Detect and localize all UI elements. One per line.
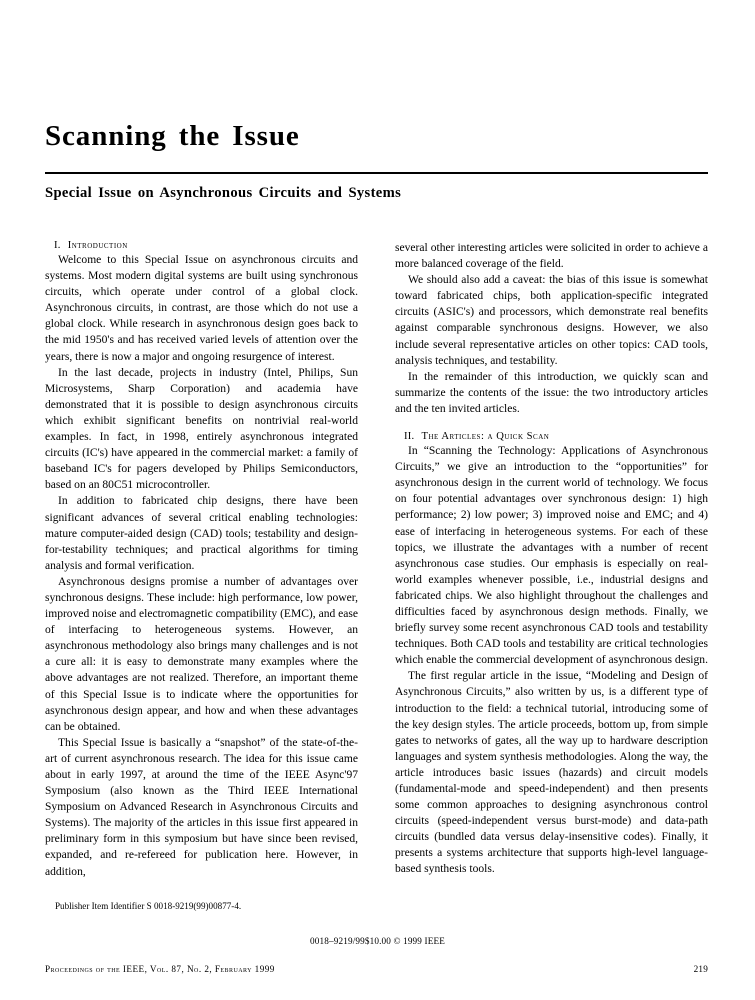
paragraph: We should also add a caveat: the bias of this issue is somewhat toward fabricated chips, both application-specific integrated circuits (ASIC's) and processors, which demonstrate real benefits against comparable synchronous designs. However, we also include several representative articles on other topics: CAD tools, analysis techniques, and testability. [395,274,708,367]
section-title: The Articles: a Quick Scan [421,431,550,443]
running-footer [45,964,708,978]
title-divider [45,172,708,174]
section-heading-introduction [45,240,358,251]
page-title: Scanning the Issue [45,120,300,152]
title-block [45,122,708,151]
paragraph: Asynchronous designs promise a number of advantages over synchronous designs. These include: high performance, low power, improved noise and electromagnetic compatibility (EMC), and ease of interfacing to heterogeneous systems. However, an asynchronous methodology also brings many challenges and is not a cure all: it is easy to demonstrate many examples where the above advantages are not realized. Therefore, an important theme of this Special Issue is to indicate where the opportunities for asynchronous design appear, and how and when these advantages can be obtained. [45,575,358,733]
paragraph: The first regular article in the issue, “Modeling and Design of Asynchronous Circuits,” also written by us, is a different type of introduction to the field: a technical tutorial, introducing some of the key design styles. The article proceeds, bottom up, from simple gates to networks of gates, all the way up to hardware description languages and system synthesis methodologies. Along the way, the article introduces basic issues (hazards) and circuit models (fundamental-mode and speed-independent) and then presents some common approaches to designing asynchronous control circuits (speed-independent versus burst-mode) and data-path circuits (bundled data versus delay-insensitive codes). Finally, it presents a systems architecture that supports high-level language-based synthesis tools. [395,670,708,876]
paragraph: In addition to fabricated chip designs, there have been significant advances of several critical enabling technologies: mature computer-aided design (CAD) tools; testability and design-for-testability techniques; and practical algorithms for timing analysis and formal verification. [45,495,358,572]
section-numeral: I. [54,240,61,251]
paragraph: In the last decade, projects in industry (Intel, Philips, Sun Microsystems, Sharp Corporation) and academia have demonstrated that it is possible to design asynchronous circuits which exhibit significant benefits on nontrivial real-world examples. In fact, in 1998, entirely asynchronous integrated circuits (IC's) have appeared in the commercial market: a family of baseband IC's for pagers developed by Philips Semiconductors, based on an 80C51 microcontroller. [45,366,358,492]
section-numeral: II. [404,431,415,443]
page-number: 219 [693,964,708,974]
section-title: Introduction [67,240,128,251]
publisher-item-identifier: Publisher Item Identifier S 0018-9219(99)00877-4. [55,901,242,911]
paragraph: several other interesting articles were solicited in order to achieve a more balanced coverage of the field. [395,242,708,271]
copyright-line: 0018–9219/99$10.00 © 1999 IEEE [310,936,445,946]
paragraph: Welcome to this Special Issue on asynchronous circuits and systems. Most modern digital systems are built using synchronous circuits, which operate under control of a global clock. Asynchronous circuits, in contrast, are those which do not use a global clock. While research in asynchronous design goes back to the mid 1950's and has received varied levels of attention over the years, there is now a major and ongoing resurgence of interest. [45,254,358,363]
section-heading-articles [395,431,708,442]
column-right [395,240,708,878]
document-subtitle: Special Issue on Asynchronous Circuits and Systems [45,185,402,201]
paragraph: In “Scanning the Technology: Applications of Asynchronous Circuits,” we give an introduction to the “opportunities” for asynchronous design in the current world of technology. We focus on four potential advantages over synchronous design: 1) high performance; 2) low power; 3) improved noise and EMC; and 4) ease of interfacing in heterogeneous systems. For each of these topics, we illustrate the advantages with a number of recent asynchronous case studies. Our emphasis is especially on real-world examples whenever possible, i.e., industrial designs and fabricated chips. We also highlight throughout the challenges and difficulties faced by asynchronous design methods. Finally, we briefly survey some recent asynchronous CAD tools and testability techniques. Both CAD tools and testability are critical technologies which enable the commercial development of asynchronous design. [395,445,708,667]
column-left [45,240,358,880]
body-columns [45,240,708,910]
journal-citation: Proceedings of the IEEE, Vol. 87, No. 2, February 1999 [45,964,275,974]
paragraph: In the remainder of this introduction, we quickly scan and summarize the contents of the issue: the two introductory articles and the ten invited articles. [395,370,708,415]
paragraph: This Special Issue is basically a “snapshot” of the state-of-the-art of current asynchronous research. The idea for this issue came about in early 1997, at around the time of the IEEE Async'97 Symposium (also known as the Third IEEE International Symposium on Advanced Research in Asynchronous Circuits and Systems). The majority of the articles in this issue first appeared in preliminary form in this symposium but have since been revised, expanded, and re-refereed for publication here. However, in addition, [45,736,358,878]
